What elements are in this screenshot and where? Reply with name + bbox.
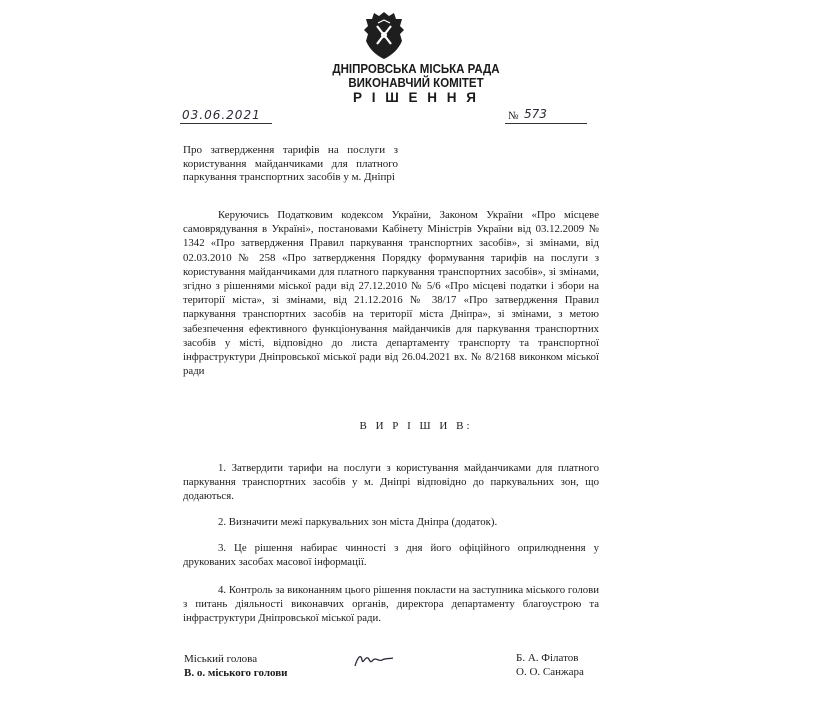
decision-subject: Про затвердження тарифів на послуги з користування майданчиками для платного паркування транспортних засобів у м. Дніпрі (183, 144, 398, 184)
decision-number: 573 (524, 107, 547, 121)
number-label: № (508, 110, 519, 122)
preamble-paragraph: Керуючись Податковим кодексом України, Законом України «Про місцеве самоврядування в Україні», постановами Кабінету Міністрів України від 03.12.2009 № 1342 «Про затвердження Правил паркування транспортних засобів», зі змінами, від 02.03.2010 № 258 «Про затвердження Порядку формування тарифів на послуги з користування майданчиками для платного паркування транспортних засобів», зі змінами, згідно з рішеннями міської ради від 27.12.2010 № 5/6 «Про місцеві податки і збори на території міста», зі змінами, від 21.12.2016 № 38/17 «Про затвердження Правил паркування транспортних засобів на території міста Дніпра», зі змінами, з метою забезпечення ефективного функціонування майданчиків для паркування транспортних засобів у місті, відповідно до листа департаменту транспорту та транспортної інфраструктури Дніпровської міської ради від 26.04.2021 вх. № 8/2168 виконком міської ради (183, 209, 599, 378)
council-name: ДНІПРОВСЬКА МІСЬКА РАДА (332, 62, 500, 76)
signatory-title-mayor: Міський голова (184, 653, 258, 665)
decision-date: 03.06.2021 (182, 108, 261, 122)
document-type: Р І Ш Е Н Н Я (352, 90, 480, 105)
decision-item-3: 3. Це рішення набирає чинності з дня його офіційного оприлюднення у друкованих засобах масової інформації. (183, 542, 599, 569)
signatory-title-acting-mayor: В. о. міського голови (184, 667, 288, 679)
committee-name: ВИКОНАВЧИЙ КОМІТЕТ (348, 76, 484, 90)
date-underline (180, 123, 272, 124)
signatory-name-1: Б. А. Філатов (516, 652, 579, 664)
handwritten-signature (352, 648, 396, 672)
decision-item-2: 2. Визначити межі паркувальних зон міста Дніпра (додаток). (218, 516, 498, 528)
signatory-name-2: О. О. Санжара (516, 666, 584, 678)
decision-item-1: 1. Затвердити тарифи на послуги з користування майданчиками для платного паркування транспортних засобів у м. Дніпрі відповідно до паркувальних зон, що додаються. (183, 462, 599, 503)
decision-item-4: 4. Контроль за виконанням цього рішення покласти на заступника міського голови з питань діяльності виконавчих органів, директора департаменту благоустрою та інфраструктури Дніпровської міської ради. (183, 584, 599, 625)
city-crest-icon (362, 10, 406, 60)
resolved-heading: В И Р І Ш И В: (359, 420, 473, 432)
number-underline (505, 123, 587, 124)
